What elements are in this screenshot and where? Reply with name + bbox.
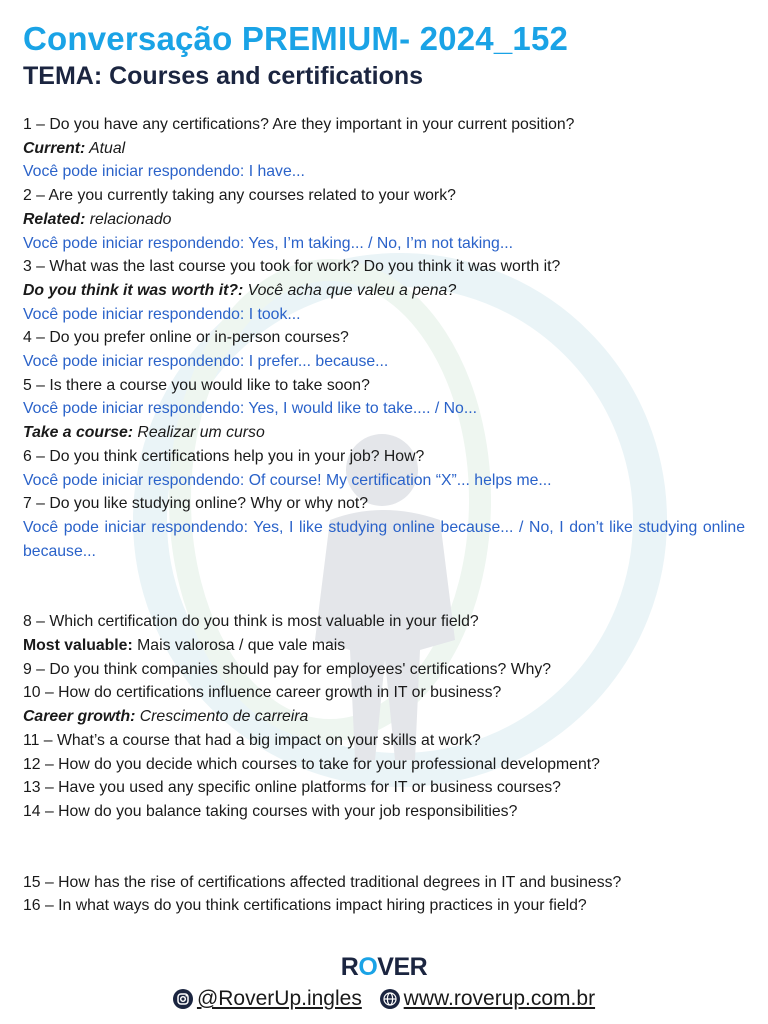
vocabulary-translation: Você acha que valeu a pena? <box>243 281 457 299</box>
vocabulary-translation: Realizar um curso <box>133 424 265 442</box>
vocabulary-term: Related: <box>23 210 86 228</box>
question-text: 13 – Have you used any specific online platforms for IT or business courses? <box>23 779 561 797</box>
vocabulary-term: Career growth: <box>23 708 136 726</box>
page-title: Conversação PREMIUM- 2024_152 <box>23 20 569 57</box>
vocabulary-note <box>23 421 745 445</box>
answer-hint: Você pode iniciar respondendo: I prefer... because... <box>23 353 389 371</box>
question-text: 3 – What was the last course you took for work? Do you think it was worth it? <box>23 258 561 276</box>
vocabulary-note <box>23 137 745 161</box>
question-text: 10 – How do certifications influence career growth in IT or business? <box>23 684 502 702</box>
vocabulary-term: Most valuable: <box>23 637 133 655</box>
answer-hint: Você pode iniciar respondendo: Yes, I’m taking... / No, I’m not taking... <box>23 234 513 252</box>
answer-hint: Você pode iniciar respondendo: I have... <box>23 163 305 181</box>
section-spacer <box>23 563 745 610</box>
logo-letter: R <box>340 953 359 981</box>
vocabulary-note <box>23 279 745 303</box>
social-links <box>0 987 768 1015</box>
instagram-link[interactable] <box>173 987 362 1011</box>
footer <box>0 953 768 1015</box>
vocabulary-translation: Atual <box>85 139 126 157</box>
vocabulary-translation: Mais valorosa / que vale mais <box>132 637 346 655</box>
questions-section-3 <box>23 871 745 918</box>
question-text: 14 – How do you balance taking courses with your job responsibilities? <box>23 802 518 820</box>
question-text: 2 – Are you currently taking any courses related to your work? <box>23 187 456 205</box>
question-text: 7 – Do you like studying online? Why or why not? <box>23 495 369 513</box>
question-text: 12 – How do you decide which courses to take for your professional development? <box>23 755 600 773</box>
website-url[interactable]: www.roverup.com.br <box>403 987 596 1010</box>
vocabulary-term: Do you think it was worth it?: <box>23 281 244 299</box>
answer-hint: Você pode iniciar respondendo: I took... <box>23 305 301 323</box>
vocabulary-note <box>23 705 745 729</box>
question-text: 1 – Do you have any certifications? Are they important in your current position? <box>23 116 575 133</box>
answer-hint: Você pode iniciar respondendo: Of course! My certification “X”... helps me... <box>23 471 552 489</box>
question-text: 15 – How has the rise of certifications affected traditional degrees in IT and business? <box>23 873 622 891</box>
question-text: 9 – Do you think companies should pay for employees' certifications? Why? <box>23 660 552 678</box>
question-text: 6 – Do you think certifications help you in your job? How? <box>23 447 425 465</box>
question-text: 8 – Which certification do you think is most valuable in your field? <box>23 613 479 631</box>
website-link[interactable] <box>380 987 595 1011</box>
answer-hint: Você pode iniciar respondendo: Yes, I like studying online because... / No, I don’t like studying online because... <box>23 518 745 560</box>
questions-section-1 <box>23 113 745 563</box>
question-list <box>23 113 745 918</box>
question-text: 5 – Is there a course you would like to take soon? <box>23 376 370 394</box>
rover-logo <box>0 953 768 985</box>
answer-hint: Você pode iniciar respondendo: Yes, I would like to take.... / No... <box>23 400 478 418</box>
instagram-handle[interactable]: @RoverUp.ingles <box>196 987 362 1010</box>
vocabulary-note <box>23 634 745 658</box>
questions-section-2 <box>23 610 745 823</box>
question-text: 11 – What’s a course that had a big impact on your skills at work? <box>23 731 481 749</box>
vocabulary-translation: Crescimento de carreira <box>135 708 309 726</box>
vocabulary-note <box>23 208 745 232</box>
globe-icon <box>380 989 400 1009</box>
logo-letter-o: O <box>358 953 378 981</box>
page-subtitle: TEMA: Courses and certifications <box>23 62 424 90</box>
vocabulary-term: Current: <box>23 139 86 157</box>
section-spacer <box>23 824 745 871</box>
question-text: 16 – In what ways do you think certifications impact hiring practices in your field? <box>23 897 587 915</box>
logo-letters: VER <box>377 953 428 981</box>
instagram-icon <box>173 989 193 1009</box>
vocabulary-translation: relacionado <box>85 210 172 228</box>
question-text: 4 – Do you prefer online or in-person courses? <box>23 329 349 347</box>
vocabulary-term: Take a course: <box>23 424 134 442</box>
